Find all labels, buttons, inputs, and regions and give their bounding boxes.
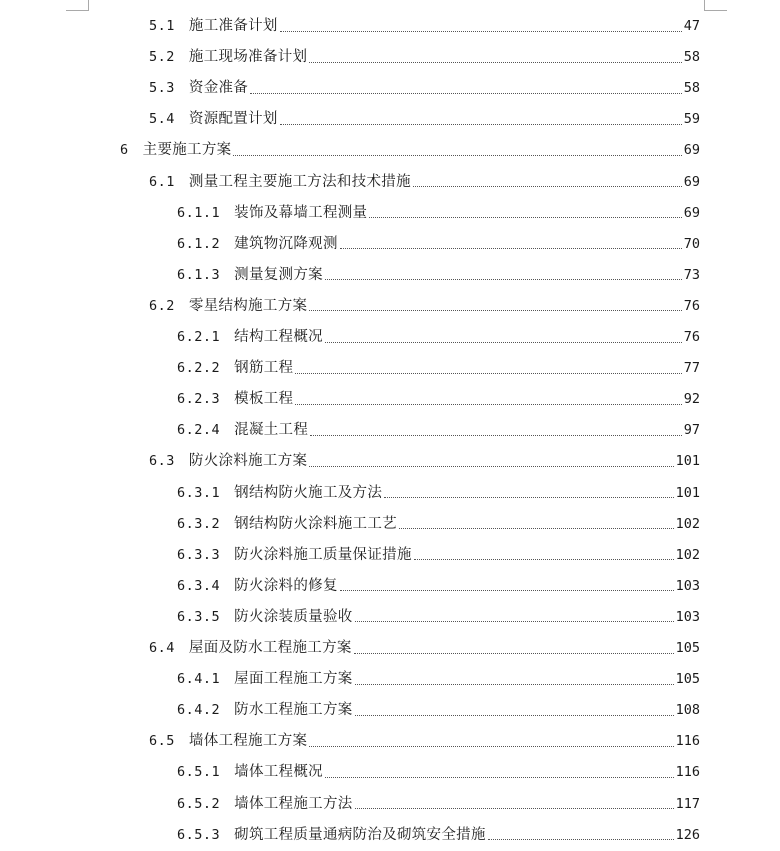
toc-entry-title: 墙体工程概况 (234, 764, 323, 781)
toc-dot-leader (233, 155, 681, 156)
toc-entry-page-number: 102 (675, 515, 700, 532)
toc-entry-number: 6.2.2 (177, 360, 221, 377)
toc-dot-leader (309, 466, 673, 467)
toc-entry-page-number: 69 (683, 173, 700, 190)
toc-entry-page-number: 69 (683, 142, 700, 159)
toc-entry-page-number: 126 (675, 826, 700, 843)
toc-entry-page-number: 92 (683, 391, 700, 408)
toc-entry-title: 防火涂料的修复 (234, 577, 338, 594)
toc-entry-number: 6.3.3 (177, 546, 221, 563)
toc-entry-title: 建筑物沉降观测 (234, 235, 338, 252)
toc-entry-number: 6.3.4 (177, 577, 221, 594)
toc-entry-title: 砌筑工程质量通病防治及砌筑安全措施 (234, 826, 486, 843)
toc-dot-leader (310, 435, 682, 436)
toc-entry-page-number: 73 (683, 266, 700, 283)
toc-entry[interactable] (177, 511, 700, 537)
toc-entry-title: 混凝土工程 (234, 422, 309, 439)
toc-entry-title: 防火涂料施工方案 (188, 453, 308, 470)
toc-entry[interactable] (177, 542, 700, 568)
toc-entry-page-number: 58 (683, 80, 700, 97)
toc-entry-title: 屋面及防水工程施工方案 (188, 640, 352, 656)
toc-entry-page-number: 76 (683, 297, 700, 314)
toc-entry-number: 6 (120, 142, 129, 159)
toc-entry-title: 零星结构施工方案 (188, 297, 308, 314)
toc-entry-title: 装饰及幕墙工程测量 (234, 204, 368, 221)
toc-entry-title: 模板工程 (234, 391, 294, 408)
toc-entry[interactable] (149, 728, 700, 754)
toc-entry[interactable] (177, 604, 700, 630)
toc-entry[interactable] (177, 697, 700, 723)
toc-dot-leader (295, 373, 681, 374)
toc-dot-leader (413, 186, 682, 187)
toc-entry-number: 6.1.3 (177, 266, 221, 283)
toc-entry[interactable] (149, 169, 700, 195)
page-corner-mark-right (704, 0, 727, 11)
toc-entry-page-number: 77 (683, 360, 700, 377)
toc-dot-leader (369, 217, 681, 218)
toc-dot-leader (488, 839, 674, 840)
toc-entry[interactable] (149, 448, 700, 474)
toc-dot-leader (399, 528, 674, 529)
toc-entry-title: 墙体工程施工方法 (234, 795, 353, 812)
toc-entry-number: 6.3.5 (177, 608, 221, 625)
toc-entry[interactable] (177, 324, 700, 350)
toc-entry[interactable] (177, 262, 700, 288)
toc-entry-title: 主要施工方案 (142, 142, 232, 159)
toc-entry-page-number: 59 (683, 111, 700, 128)
toc-entry[interactable] (149, 635, 700, 661)
toc-dot-leader (355, 808, 674, 809)
toc-entry-title: 墙体工程施工方案 (188, 733, 308, 750)
toc-dot-leader (325, 342, 682, 343)
toc-entry-page-number: 116 (675, 733, 700, 750)
toc-entry[interactable] (149, 293, 700, 319)
toc-entry-page-number: 101 (675, 484, 700, 501)
toc-entry-title: 资金准备 (188, 80, 249, 97)
toc-entry[interactable] (177, 822, 700, 848)
toc-entry-page-number: 97 (683, 422, 700, 439)
toc-entry-page-number: 103 (675, 608, 700, 625)
toc-dot-leader (355, 684, 674, 685)
page-corner-mark-left (66, 0, 89, 11)
toc-entry[interactable] (177, 480, 700, 506)
toc-entry-page-number: 103 (675, 577, 700, 594)
toc-entry[interactable] (177, 759, 700, 785)
toc-entry-page-number: 105 (675, 671, 700, 688)
toc-entry[interactable] (177, 200, 700, 226)
toc-entry-title: 防火涂装质量验收 (234, 608, 353, 625)
toc-entry[interactable] (149, 106, 700, 132)
toc-dot-leader (325, 279, 682, 280)
toc-entry-title: 施工现场准备计划 (188, 49, 308, 66)
toc-entry-number: 6.2.3 (177, 391, 221, 408)
toc-entry[interactable] (149, 75, 700, 101)
toc-entry-title: 施工准备计划 (188, 18, 278, 34)
toc-entry-number: 5.2 (149, 49, 175, 66)
toc-entry[interactable] (177, 386, 700, 412)
toc-entry-number: 6.1 (149, 173, 175, 190)
toc-entry-number: 6.2 (149, 297, 175, 314)
toc-entry-number: 6.1.2 (177, 235, 221, 252)
toc-entry-number: 6.2.1 (177, 329, 221, 345)
toc-dot-leader (340, 248, 682, 249)
toc-entry-title: 结构工程概况 (234, 329, 323, 345)
toc-entry-number: 6.2.4 (177, 422, 221, 439)
toc-dot-leader (354, 653, 674, 654)
toc-entry-title: 钢筋工程 (234, 360, 294, 377)
toc-entry-page-number: 117 (675, 795, 700, 812)
toc-entry-number: 6.5 (149, 733, 175, 750)
toc-entry-number: 6.4.2 (177, 702, 221, 719)
toc-entry[interactable] (177, 355, 700, 381)
toc-dot-leader (355, 715, 674, 716)
toc-entry[interactable] (177, 231, 700, 257)
toc-entry-number: 6.4 (149, 640, 175, 656)
toc-entry[interactable] (177, 666, 700, 692)
toc-entry-page-number: 101 (675, 453, 700, 470)
toc-dot-leader (325, 777, 674, 778)
toc-entry-number: 5.3 (149, 80, 175, 97)
toc-dot-leader (295, 404, 681, 405)
toc-entry-page-number: 69 (683, 204, 700, 221)
toc-dot-leader (280, 31, 682, 32)
toc-entry[interactable] (177, 417, 700, 443)
toc-entry-number: 6.5.2 (177, 795, 221, 812)
toc-entry-number: 6.3.2 (177, 515, 221, 532)
toc-dot-leader (250, 93, 682, 94)
toc-entry-number: 5.4 (149, 111, 175, 128)
toc-entry-title: 资源配置计划 (188, 111, 278, 128)
toc-entry-page-number: 70 (683, 235, 700, 252)
toc-entry-number: 6.3 (149, 453, 175, 470)
toc-entry-page-number: 102 (675, 546, 700, 563)
toc-dot-leader (309, 746, 673, 747)
toc-entry[interactable] (120, 137, 700, 163)
toc-entry-title: 防水工程施工方案 (234, 702, 353, 719)
toc-entry[interactable] (149, 13, 700, 39)
toc-entry-number: 6.5.1 (177, 764, 221, 781)
toc-dot-leader (414, 559, 674, 560)
toc-entry-page-number: 108 (675, 702, 700, 719)
toc-entry-page-number: 116 (675, 764, 700, 781)
toc-dot-leader (309, 310, 681, 311)
toc-entry-title: 防火涂料施工质量保证措施 (234, 546, 412, 563)
toc-entry-title: 测量复测方案 (234, 266, 323, 283)
toc-entry-number: 6.3.1 (177, 484, 221, 501)
toc-dot-leader (384, 497, 673, 498)
toc-entry-number: 6.5.3 (177, 826, 221, 843)
toc-entry-title: 钢结构防火涂料施工工艺 (234, 515, 397, 532)
toc-dot-leader (355, 621, 674, 622)
toc-entry-title: 测量工程主要施工方法和技术措施 (188, 173, 411, 190)
toc-dot-leader (280, 124, 682, 125)
toc-entry-title: 屋面工程施工方案 (234, 671, 353, 688)
toc-entry[interactable] (177, 573, 700, 599)
toc-entry-page-number: 58 (683, 49, 700, 66)
toc-entry-page-number: 76 (683, 329, 700, 345)
toc-entry-page-number: 47 (683, 18, 700, 34)
toc-entry-title: 钢结构防火施工及方法 (234, 484, 383, 501)
toc-entry[interactable] (177, 791, 700, 817)
toc-dot-leader (309, 62, 681, 63)
toc-entry-page-number: 105 (675, 640, 700, 656)
toc-entry-number: 5.1 (149, 18, 175, 34)
toc-entry[interactable] (149, 44, 700, 70)
toc-dot-leader (340, 590, 674, 591)
toc-entry-number: 6.1.1 (177, 204, 221, 221)
toc-entry-number: 6.4.1 (177, 671, 221, 688)
